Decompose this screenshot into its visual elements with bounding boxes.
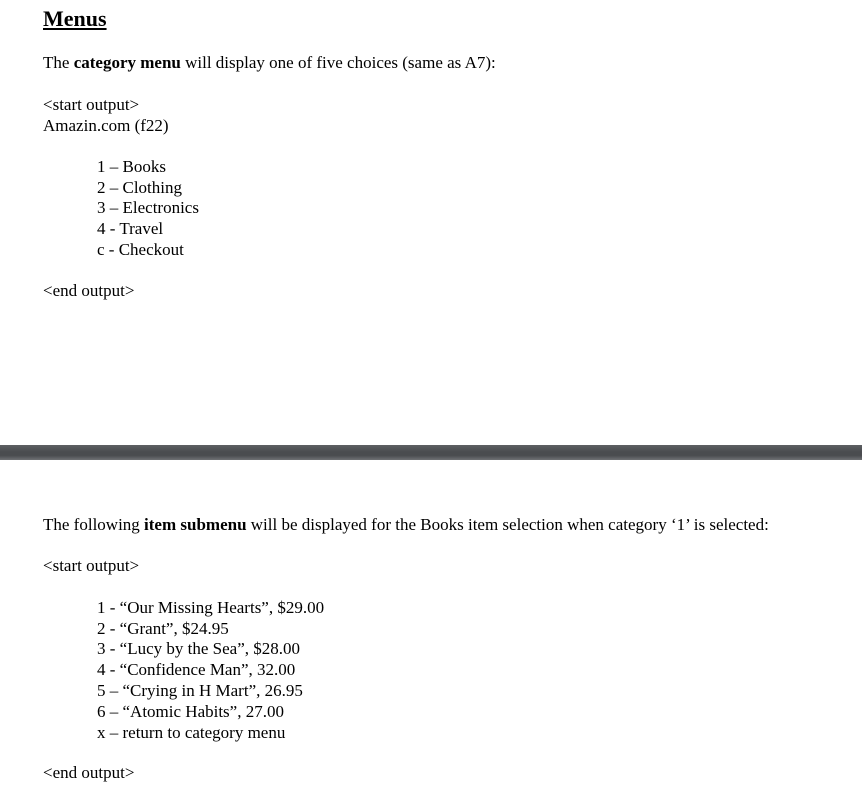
item-submenu-intro <box>43 515 769 535</box>
app-title-line: Amazin.com (f22) <box>43 116 169 135</box>
submenu-item: 2 - “Grant”, $24.95 <box>97 619 229 638</box>
intro-text-pre: The <box>43 53 74 72</box>
intro-text-pre: The following <box>43 515 145 534</box>
start-output-marker: <start output> <box>43 556 140 575</box>
submenu-item: 1 - “Our Missing Hearts”, $29.00 <box>97 598 325 617</box>
end-output-marker: <end output> <box>43 763 135 782</box>
menu-item: 4 - Travel <box>97 219 164 238</box>
submenu-item: 6 – “Atomic Habits”, 27.00 <box>97 702 284 721</box>
menu-item: 1 – Books <box>97 157 166 176</box>
menu-item: c - Checkout <box>97 240 184 259</box>
submenu-item: 3 - “Lucy by the Sea”, $28.00 <box>97 639 300 658</box>
submenu-item: x – return to category menu <box>97 723 286 742</box>
intro-text-bold: item submenu <box>144 515 247 534</box>
document-page-2 <box>0 460 862 794</box>
start-output-marker: <start output> <box>43 95 140 114</box>
menu-item: 2 – Clothing <box>97 178 183 197</box>
submenu-item: 5 – “Crying in H Mart”, 26.95 <box>97 681 303 700</box>
intro-text-bold: category menu <box>73 53 181 72</box>
end-output-marker: <end output> <box>43 281 135 300</box>
intro-text-post: will be displayed for the Books item selection when category ‘1’ is selected: <box>246 515 769 534</box>
category-menu-intro <box>43 53 496 73</box>
submenu-item: 4 - “Confidence Man”, 32.00 <box>97 660 296 679</box>
intro-text-post: will display one of five choices (same as A7): <box>180 53 496 72</box>
page-separator <box>0 445 862 460</box>
menu-item: 3 – Electronics <box>97 198 199 217</box>
section-heading: Menus <box>43 6 107 31</box>
